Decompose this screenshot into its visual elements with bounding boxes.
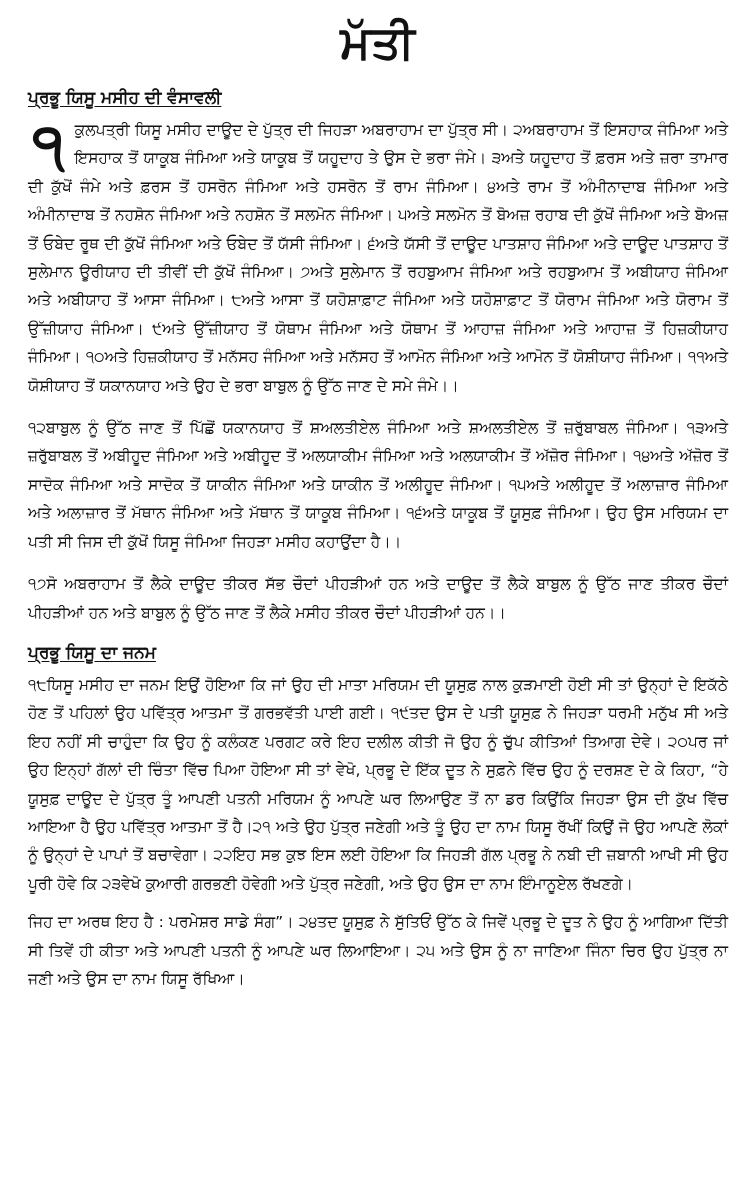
paragraph-genealogy-1 (28, 111, 728, 400)
page-title: ਮੱਤੀ (340, 15, 416, 69)
chapter-number: ੧ (32, 111, 65, 181)
paragraph-genealogy-3: ੧੭ਸੋ ਅਬਰਾਹਾਮ ਤੋਂ ਲੈਕੇ ਦਾਊਦ ਤੀਕਰ ਸੱਭ ਚੌਦਾਂ ਪੀਹੜੀਆਂ ਹਨ ਅਤੇ ਦਾਊਦ ਤੋਂ ਲੈਕੇ ਬਾਬੁਲ ਨੂੰ ਉੱਠ ਜਾਣ ਤੀਕਰ ਚੌਦਾਂ ਪੀਹੜੀਆਂ ਹਨ ਅਤੇ ਬਾਬੁਲ ਨੂੰ ਉੱਠ ਜਾਣ ਤੋਂ ਲੈਕੇ ਮਸੀਹ ਤੀਕਰ ਚੌਦਾਂ ਪੀਹੜੀਆਂ ਹਨ।। (28, 575, 728, 622)
section-heading-genealogy: ਪ੍ਰਭੂ ਯਿਸੂ ਮਸੀਹ ਦੀ ਵੰਸਾਵਲੀ (28, 88, 222, 108)
section-genealogy (28, 86, 728, 627)
section-heading-birth: ਪ੍ਰਭੂ ਯਿਸੂ ਦਾ ਜਨਮ (28, 642, 156, 663)
paragraph-genealogy-2: ੧੨ਬਾਬੁਲ ਨੂੰ ਉੱਠ ਜਾਣ ਤੋਂ ਪਿੱਛੋਂ ਯਕਾਨਯਾਹ ਤੋਂ ਸ਼ਅਲਤੀਏਲ ਜੰਮਿਆ ਅਤੇ ਸ਼ਅਲਤੀਏਲ ਤੋਂ ਜ਼ਰੁੱਬਾਬਲ ਜੰਮਿਆ। ੧੩ਅਤੇ ਜ਼ਰੁੱਬਾਬਲ ਤੋਂ ਅਬੀਹੂਦ ਜੰਮਿਆ ਅਤੇ ਅਬੀਹੂਦ ਤੋਂ ਅਲਯਾਕੀਮ ਜੰਮਿਆ ਅਤੇ ਅਲਯਾਕੀਮ ਤੋਂ ਅੱਜ਼ੋਰ ਜੰਮਿਆ। ੧੪ਅਤੇ ਅੱਜ਼ੋਰ ਤੋਂ ਸਾਦੋਕ ਜੰਮਿਆ ਅਤੇ ਸਾਦੋਕ ਤੋਂ ਯਾਕੀਨ ਜੰਮਿਆ ਅਤੇ ਯਾਕੀਨ ਤੋਂ ਅਲੀਹੂਦ ਜੰਮਿਆ। ੧੫ਅਤੇ ਅਲੀਹੂਦ ਤੋਂ ਅਲਾਜ਼ਾਰ ਜੰਮਿਆ ਅਤੇ ਅਲਾਜ਼ਾਰ ਤੋਂ ਮੱਥਾਨ ਜੰਮਿਆ ਅਤੇ ਮੱਥਾਨ ਤੋਂ ਯਾਕੂਬ ਜੰਮਿਆ। ੧੬ਅਤੇ ਯਾਕੂਬ ਤੋਂ ਯੂਸੁਫ਼ ਜੰਮਿਆ। ਉਹ ਉਸ ਮਰਿਯਮ ਦਾ ਪਤੀ ਸੀ ਜਿਸ ਦੀ ਕੁੱਖੋਂ ਯਿਸੂ ਜੰਮਿਆ ਜਿਹੜਾ ਮਸੀਹ ਕਹਾਉਂਦਾ ਹੈ।। (28, 419, 728, 551)
section-birth (28, 641, 728, 993)
paragraph-text: ਕੁਲਪਤ੍ਰੀ ਯਿਸੂ ਮਸੀਹ ਦਾਊਦ ਦੇ ਪੁੱਤ੍ਰ ਦੀ ਜਿਹੜਾ ਅਬਰਾਹਾਮ ਦਾ ਪੁੱਤ੍ਰ ਸੀ। ੨ਅਬਰਾਹਾਮ ਤੋਂ ਇਸਹਾਕ ਜੰਮਿਆ ਅਤੇ ਇਸਹਾਕ ਤੋਂ ਯਾਕੂਬ ਜੰਮਿਆ ਅਤੇ ਯਾਕੂਬ ਤੋਂ ਯਹੂਦਾਹ ਤੇ ਉਸ ਦੇ ਭਰਾ ਜੰਮੇ। ੩ਅਤੇ ਯਹੂਦਾਹ ਤੋਂ ਫ਼ਰਸ ਅਤੇ ਜ਼ਰਾ ਤਾਮਾਰ ਦੀ ਕੁੱਖੋਂ ਜੰਮੇ ਅਤੇ ਫ਼ਰਸ ਤੋਂ ਹਸਰੋਨ ਜੰਮਿਆ ਅਤੇ ਹਸਰੋਨ ਤੋਂ ਰਾਮ ਜੰਮਿਆ। ੪ਅਤੇ ਰਾਮ ਤੋਂ ਅੰਮੀਨਾਦਾਬ ਜੰਮਿਆ ਅਤੇ ਅੰਮੀਨਾਦਾਬ ਤੋਂ ਨਹਸ਼ੋਨ ਜੰਮਿਆ ਅਤੇ ਨਹਸ਼ੋਨ ਤੋਂ ਸਲਮੋਨ ਜੰਮਿਆ। ੫ਅਤੇ ਸਲਮੋਨ ਤੋਂ ਬੋਅਜ਼ ਰਹਾਬ ਦੀ ਕੁੱਖੋਂ ਜੰਮਿਆ ਅਤੇ ਬੋਅਜ਼ ਤੋਂ ਓਬੇਦ ਰੂਥ ਦੀ ਕੁੱਖੋਂ ਜੰਮਿਆ ਅਤੇ ਓਬੇਦ ਤੋਂ ਯੱਸੀ ਜੰਮਿਆ। ੬ਅਤੇ ਯੱਸੀ ਤੋਂ ਦਾਊਦ ਪਾਤਸ਼ਾਹ ਜੰਮਿਆ ਅਤੇ ਦਾਊਦ ਪਾਤਸ਼ਾਹ ਤੋਂ ਸੁਲੇਮਾਨ ਊਰੀਯਾਹ ਦੀ ਤੀਵੀਂ ਦੀ ਕੁੱਖੋਂ ਜੰਮਿਆ। ੭ਅਤੇ ਸੁਲੇਮਾਨ ਤੋਂ ਰਹਬੁਆਮ ਜੰਮਿਆ ਅਤੇ ਰਹਬੁਆਮ ਤੋਂ ਅਬੀਯਾਹ ਜੰਮਿਆ ਅਤੇ ਅਬੀਯਾਹ ਤੋਂ ਆਸਾ ਜੰਮਿਆ। ੮ਅਤੇ ਆਸਾ ਤੋਂ ਯਹੋਸ਼ਾਫ਼ਾਟ ਜੰਮਿਆ ਅਤੇ ਯਹੋਸ਼ਾਫ਼ਾਟ ਤੋਂ ਯੋਰਾਮ ਜੰਮਿਆ ਅਤੇ ਯੋਰਾਮ ਤੋਂ ਉੱਜ਼ੀਯਾਹ ਜੰਮਿਆ। ੯ਅਤੇ ਉੱਜ਼ੀਯਾਹ ਤੋਂ ਯੋਥਾਮ ਜੰਮਿਆ ਅਤੇ ਯੋਥਾਮ ਤੋਂ ਆਹਾਜ਼ ਜੰਮਿਆ ਅਤੇ ਆਹਾਜ਼ ਤੋਂ ਹਿਜ਼ਕੀਯਾਹ ਜੰਮਿਆ। ੧੦ਅਤੇ ਹਿਜ਼ਕੀਯਾਹ ਤੋਂ ਮਨੱਸਹ ਜੰਮਿਆ ਅਤੇ ਮਨੱਸਹ ਤੋਂ ਆਮੋਨ ਜੰਮਿਆ ਅਤੇ ਆਮੋਨ ਤੋਂ ਯੋਸ਼ੀਯਾਹ ਜੰਮਿਆ। ੧੧ਅਤੇ ਯੋਸ਼ੀਯਾਹ ਤੋਂ ਯਕਾਨਯਾਹ ਅਤੇ ਉਹ ਦੇ ਭਰਾ ਬਾਬੁਲ ਨੂੰ ਉੱਠ ਜਾਣ ਦੇ ਸਮੇ ਜੰਮੇ।। (28, 121, 728, 395)
paragraph-birth-2: ਜਿਹ ਦਾ ਅਰਥ ਇਹ ਹੈ : ਪਰਮੇਸ਼ਰ ਸਾਡੇ ਸੰਗ”। ੨੪ਤਦ ਯੂਸੁਫ਼ ਨੇ ਸੁੱਤਿਓਂ ਉੱਠ ਕੇ ਜਿਵੇਂ ਪ੍ਰਭੂ ਦੇ ਦੂਤ ਨੇ ਉਹ ਨੂੰ ਆਗਿਆ ਦਿੱਤੀ ਸੀ ਤਿਵੇਂ ਹੀ ਕੀਤਾ ਅਤੇ ਆਪਣੀ ਪਤਨੀ ਨੂੰ ਆਪਣੇ ਘਰ ਲਿਆਇਆ। ੨੫ ਅਤੇ ਉਸ ਨੂੰ ਨਾ ਜਾਣਿਆ ਜਿੰਨਾ ਚਿਰ ਉਹ ਪੁੱਤ੍ਰ ਨਾ ਜਣੀ ਅਤੇ ਉਸ ਦਾ ਨਾਮ ਯਿਸੂ ਰੱਖਿਆ। (28, 913, 728, 988)
paragraph-birth-1: ੧੮ਯਿਸੂ ਮਸੀਹ ਦਾ ਜਨਮ ਇਉਂ ਹੋਇਆ ਕਿ ਜਾਂ ਉਹ ਦੀ ਮਾਤਾ ਮਰਿਯਮ ਦੀ ਯੂਸੁਫ਼ ਨਾਲ ਕੁੜਮਾਈ ਹੋਈ ਸੀ ਤਾਂ ਉਨ੍ਹਾਂ ਦੇ ਇਕੱਠੇ ਹੋਣ ਤੋਂ ਪਹਿਲਾਂ ਉਹ ਪਵਿੱਤ੍ਰ ਆਤਮਾ ਤੋਂ ਗਰਭਵੱਤੀ ਪਾਈ ਗਈ। ੧੯ਤਦ ਉਸ ਦੇ ਪਤੀ ਯੂਸੁਫ਼ ਨੇ ਜਿਹੜਾ ਧਰਮੀ ਮਨੁੱਖ ਸੀ ਅਤੇ ਇਹ ਨਹੀਂ ਸੀ ਚਾਹੁੰਦਾ ਕਿ ਉਹ ਨੂੰ ਕਲੰਕਣ ਪਰਗਟ ਕਰੇ ਇਹ ਦਲੀਲ ਕੀਤੀ ਜੋ ਉਹ ਨੂੰ ਚੁੱਪ ਕੀਤਿਆਂ ਤਿਆਗ ਦੇਵੇ। ੨੦ਪਰ ਜਾਂ ਉਹ ਇਨ੍ਹਾਂ ਗੱਲਾਂ ਦੀ ਚਿੰਤਾ ਵਿੱਚ ਪਿਆ ਹੋਇਆ ਸੀ ਤਾਂ ਵੇਖੋ, ਪ੍ਰਭੂ ਦੇ ਇੱਕ ਦੂਤ ਨੇ ਸੁਫ਼ਨੇ ਵਿੱਚ ਉਹ ਨੂੰ ਦਰਸ਼ਣ ਦੇ ਕੇ ਕਿਹਾ, “ਹੇ ਯੂਸੁਫ਼ ਦਾਊਦ ਦੇ ਪੁੱਤ੍ਰ ਤੂੰ ਆਪਣੀ ਪਤਨੀ ਮਰਿਯਮ ਨੂੰ ਆਪਣੇ ਘਰ ਲਿਆਉਣ ਤੋਂ ਨਾ ਡਰ ਕਿਉਂਕਿ ਜਿਹੜਾ ਉਸ ਦੀ ਕੁੱਖ ਵਿੱਚ ਆਇਆ ਹੈ ਉਹ ਪਵਿੱਤ੍ਰ ਆਤਮਾ ਤੋਂ ਹੈ।੨੧ ਅਤੇ ਉਹ ਪੁੱਤ੍ਰ ਜਣੇਗੀ ਅਤੇ ਤੂੰ ਉਹ ਦਾ ਨਾਮ ਯਿਸੂ ਰੱਖੀਂ ਕਿਉਂ ਜੋ ਉਹ ਆਪਣੇ ਲੋਕਾਂ ਨੂੰ ਉਨ੍ਹਾਂ ਦੇ ਪਾਪਾਂ ਤੋਂ ਬਚਾਵੇਗਾ। ੨੨ਇਹ ਸਭ ਕੁਝ ਇਸ ਲਈ ਹੋਇਆ ਕਿ ਜਿਹੜੀ ਗੱਲ ਪ੍ਰਭੂ ਨੇ ਨਬੀ ਦੀ ਜ਼ਬਾਨੀ ਆਖੀ ਸੀ ਉਹ ਪੂਰੀ ਹੋਵੇ ਕਿ ੨੩ਵੇਖੋ ਕੁਆਰੀ ਗਰਭਣੀ ਹੋਵੇਗੀ ਅਤੇ ਪੁੱਤ੍ਰ ਜਣੇਗੀ, ਅਤੇ ਉਹ ਉਸ ਦਾ ਨਾਮ ਇੰਮਾਨੂਏਲ ਰੱਖਣਗੇ। (28, 675, 728, 893)
